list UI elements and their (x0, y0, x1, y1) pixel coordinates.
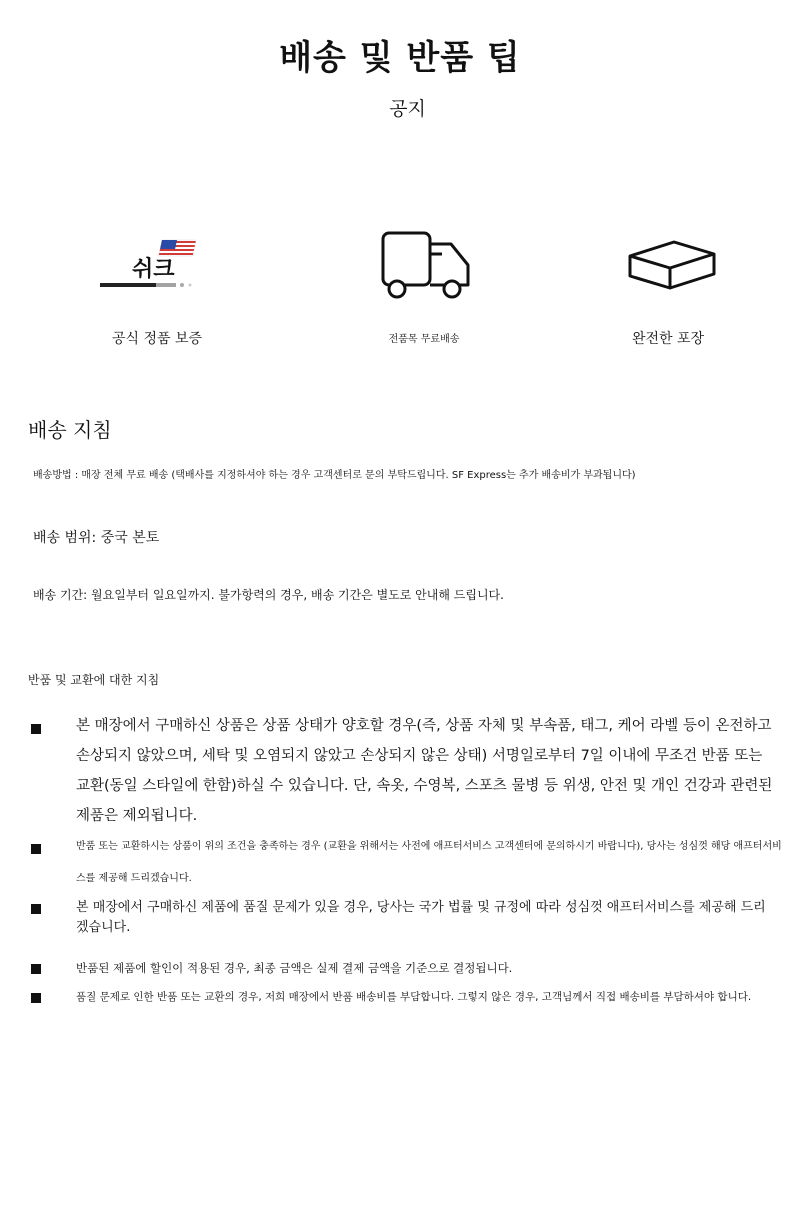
returns-item: 반품 또는 교환하시는 상품이 위의 조건을 충족하는 경우 (교환을 위해서는 사전에 애프터서비스 고객센터에 문의하시기 바랍니다), 당사는 성심껏 해당 애프터서비스를 제공해 드리겠습니다. (76, 841, 782, 884)
feature-label: 완전한 포장 (631, 331, 705, 347)
shipping-heading: 배송 지침 (28, 418, 112, 442)
page-title: 배송 및 반품 팁 (279, 38, 521, 78)
shipping-period: 배송 기간: 월요일부터 일요일까지. 불가항력의 경우, 배송 기간은 별도로 안내해 드립니다. (33, 588, 504, 602)
shipping-method: 배송방법 : 매장 전체 무료 배송 (택배사를 지정하셔야 하는 경우 고객센터로 문의 부탁드립니다. SF Express는 추가 배송비가 부과됩니다) (33, 470, 636, 481)
feature-label: 공식 정품 보증 (111, 331, 203, 347)
bullet-square-icon (31, 904, 41, 914)
bullet-square-icon (31, 964, 41, 974)
delivery-truck-icon (378, 228, 474, 302)
bullet-square-icon (31, 993, 41, 1003)
bullet-square-icon (31, 724, 41, 734)
page-subtitle: 공지 (389, 98, 426, 120)
returns-heading: 반품 및 교환에 대한 지침 (28, 673, 160, 687)
package-box-icon (624, 238, 720, 294)
returns-item: 반품된 제품에 할인이 적용된 경우, 최종 금액은 실제 결제 금액을 기준으로 결정됩니다. (76, 961, 513, 975)
returns-item: 본 매장에서 구매하신 제품에 품질 문제가 있을 경우, 당사는 국가 법률 및 규정에 따라 성심껏 애프터서비스를 제공해 드리겠습니다. (76, 900, 766, 935)
bullet-square-icon (31, 844, 41, 854)
brand-logo-text: 쉬크 (132, 257, 175, 282)
returns-item: 품질 문제로 인한 반품 또는 교환의 경우, 저희 매장에서 반품 배송비를 부담합니다. 그렇지 않은 경우, 고객님께서 직접 배송비를 부담하셔야 합니다. (76, 991, 752, 1003)
returns-item: 본 매장에서 구매하신 상품은 상품 상태가 양호할 경우(즉, 상품 자체 및 부속품, 태그, 케어 라벨 등이 온전하고 손상되지 않았으며, 세탁 및 오염되지 않았고 손상되지 않은 상태) 서명일로부터 7일 이내에 무조건 반품 또는 교환(동일 스타일에 한함)하실 수 있습니다. 단, 속옷, 수영복, 스포츠 물병 등 위생, 안전 및 개인 건강과 관련된 제품은 제외됩니다. (76, 718, 773, 824)
feature-label: 전품목 무료배송 (388, 334, 460, 345)
shipping-range: 배송 범위: 중국 본토 (33, 530, 160, 546)
